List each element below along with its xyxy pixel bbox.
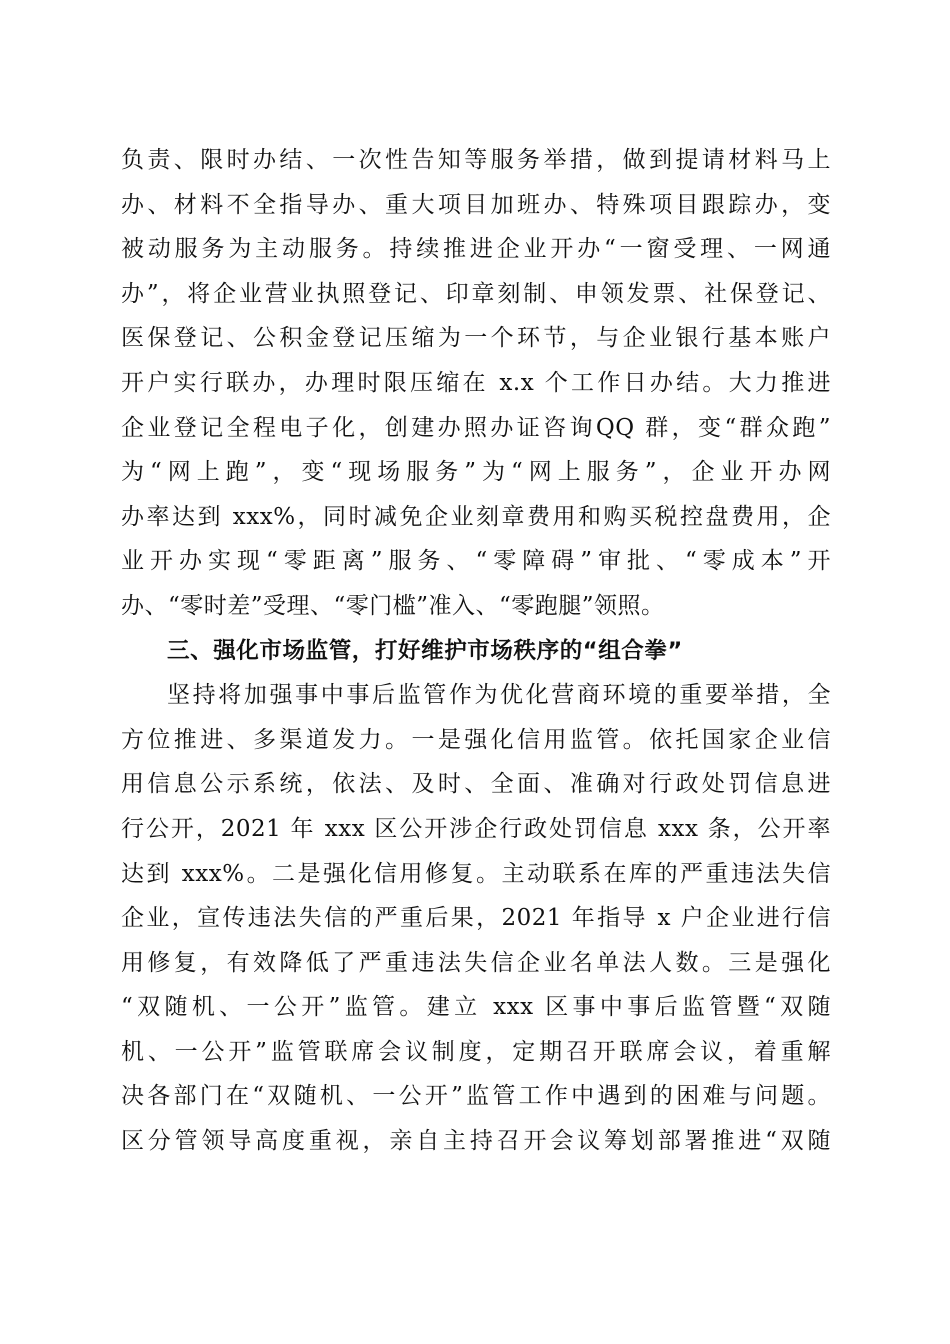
text-line: 方位推进、多渠道发力。一是强化信用监管。依托国家企业信 [121, 726, 831, 753]
text-line: 坚持将加强事中事后监管作为优化营商环境的重要举措，全 [167, 682, 831, 709]
text-line: 负责、限时办结、一次性告知等服务举措，做到提请材料马上 [121, 147, 831, 173]
text-line: 区分管领导高度重视，亲自主持召开会议筹划部署推进“双随 [121, 1128, 831, 1155]
text-line: 企业，宣传违法失信的严重后果，2021 年指导 x 户企业进行信 [121, 905, 831, 932]
paragraph-1 [121, 138, 831, 629]
text-line: 用信息公示系统，依法、及时、全面、准确对行政处罚信息进 [121, 771, 831, 798]
text-line: 决各部门在“双随机、一公开”监管工作中遇到的困难与问题。 [121, 1083, 831, 1110]
text-line: 用修复，有效降低了严重违法失信企业名单法人数。三是强化 [121, 949, 831, 976]
section-heading: 三、强化市场监管，打好维护市场秩序的“组合拳” [167, 637, 683, 664]
text-line: 办”，将企业营业执照登记、印章刻制、申领发票、社保登记、 [121, 280, 831, 307]
paragraph-2 [121, 673, 831, 1164]
text-line: 开户实行联办，办理时限压缩在 x.x 个工作日办结。大力推进 [121, 369, 831, 396]
text-line: “双随机、一公开”监管。建立 xxx 区事中事后监管暨“双随 [121, 994, 831, 1021]
text-line: 办、“零时差”受理、“零门槛”准入、“零跑腿”领照。 [121, 592, 665, 619]
text-line: 医保登记、公积金登记压缩为一个环节，与企业银行基本账户 [121, 325, 831, 352]
text-line: 办率达到 xxx%，同时减免企业刻章费用和购买税控盘费用，企 [121, 503, 831, 530]
text-line: 机、一公开”监管联席会议制度，定期召开联席会议，着重解 [121, 1038, 831, 1065]
text-line: 为“网上跑”，变“现场服务”为“网上服务”，企业开办网 [121, 459, 831, 486]
text-line: 业开办实现“零距离”服务、“零障碍”审批、“零成本”开 [121, 548, 831, 575]
text-line: 企业登记全程电子化，创建办照办证咨询QQ 群，变“群众跑” [121, 414, 831, 441]
text-line: 被动服务为主动服务。持续推进企业开办“一窗受理、一网通 [121, 236, 831, 263]
text-line: 行公开，2021 年 xxx 区公开涉企行政处罚信息 xxx 条，公开率 [121, 815, 831, 842]
document-body [121, 138, 831, 1164]
text-line: 办、材料不全指导办、重大项目加班办、特殊项目跟踪办，变 [121, 191, 831, 218]
text-line: 达到 xxx%。二是强化信用修复。主动联系在库的严重违法失信 [121, 860, 831, 887]
